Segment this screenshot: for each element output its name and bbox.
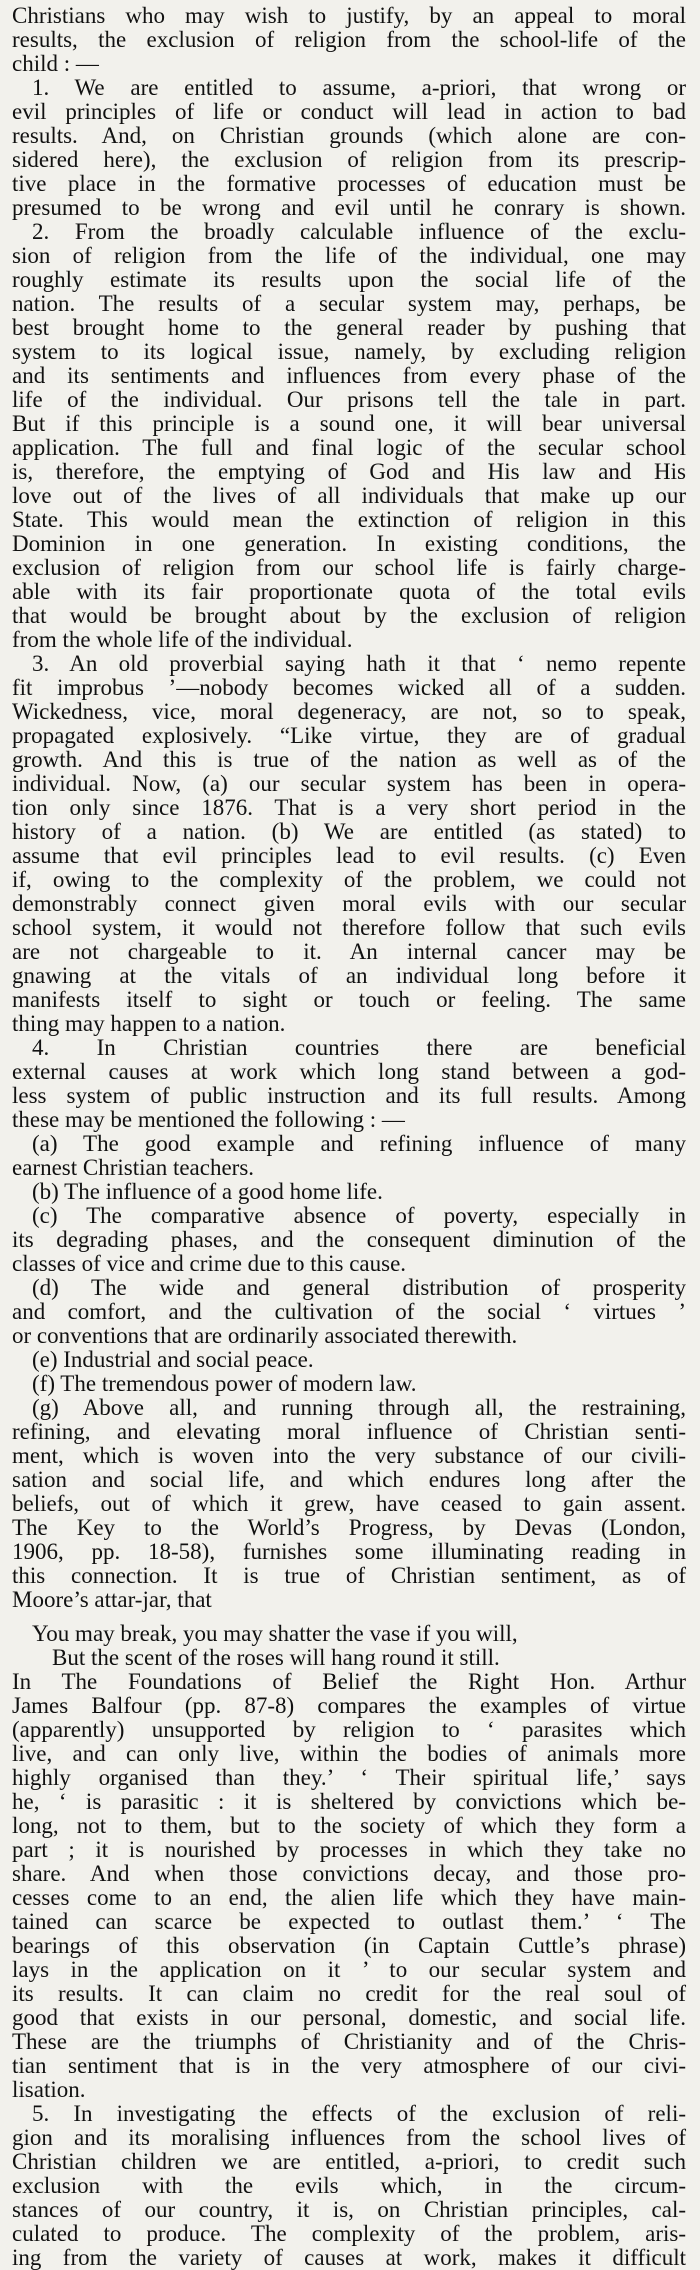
- text-line: history of a nation. (b) We are entitled (as stated) to: [12, 819, 686, 844]
- text-line: sion of religion from the life of the individual, one may: [12, 243, 686, 268]
- text-line: But if this principle is a sound one, it will bear universal: [12, 411, 686, 436]
- text-line: if, owing to the complexity of the problem, we could not: [12, 867, 686, 892]
- text-line: tion only since 1876. That is a very short period in the: [12, 795, 686, 820]
- text-line: (g) Above all, and running through all, the restraining,: [32, 1395, 686, 1420]
- text-line: 2. From the broadly calculable influence of the exclu-: [32, 219, 686, 244]
- text-line: is, therefore, the emptying of God and His law and His: [12, 459, 686, 484]
- verse-line: But the scent of the roses will hang round it still.: [52, 1645, 500, 1670]
- text-line: gion and its moralising influences from the school lives of: [12, 2125, 686, 2150]
- text-line: ment, which is woven into the very substance of our civili-: [12, 1443, 686, 1468]
- text-line: (c) The comparative absence of poverty, especially in: [32, 1203, 686, 1228]
- text-line: earnest Christian teachers.: [12, 1155, 255, 1180]
- text-line: 5. In investigating the effects of the exclusion of reli-: [32, 2101, 686, 2126]
- text-line: roughly estimate its results upon the social life of the: [12, 267, 686, 292]
- text-line: less system of public instruction and its full results. Among: [12, 1083, 686, 1108]
- text-line: These are the triumphs of Christianity and of the Chris-: [12, 2029, 686, 2054]
- text-line: application. The full and final logic of the secular school: [12, 435, 686, 460]
- verse-line: You may break, you may shatter the vase if you will,: [32, 1621, 518, 1646]
- text-line: sidered here), the exclusion of religion from its prescrip-: [12, 147, 686, 172]
- text-line: assume that evil principles lead to evil results. (c) Even: [12, 843, 686, 868]
- text-line: Christians who may wish to justify, by an appeal to moral: [12, 3, 686, 28]
- text-line: highly organised than they.’ ‘ Their spiritual life,’ says: [12, 1765, 686, 1790]
- text-line: (a) The good example and refining influence of many: [32, 1131, 686, 1156]
- text-line: 1. We are entitled to assume, a-priori, that wrong or: [32, 75, 686, 100]
- text-line: these may be mentioned the following : —: [12, 1107, 405, 1132]
- text-line: bearings of this observation (in Captain Cuttle’s phrase): [12, 1933, 686, 1958]
- text-line: 1906, pp. 18-58), furnishes some illuminating reading in: [12, 1539, 686, 1564]
- text-line: refining, and elevating moral influence of Christian senti-: [12, 1419, 686, 1444]
- text-line: In The Foundations of Belief the Right Hon. Arthur: [12, 1669, 686, 1694]
- text-line: life of the individual. Our prisons tell the tale in part.: [12, 387, 686, 412]
- text-line: gnawing at the vitals of an individual long before it: [12, 963, 686, 988]
- text-line: (b) The influence of a good home life.: [32, 1179, 383, 1204]
- text-line: good that exists in our personal, domestic, and social life.: [12, 2005, 686, 2030]
- text-line: demonstrably connect given moral evils with our secular: [12, 891, 686, 916]
- text-line: and comfort, and the cultivation of the social ‘ virtues ’: [12, 1299, 686, 1324]
- text-line: this connection. It is true of Christian sentiment, as of: [12, 1563, 686, 1588]
- text-line: beliefs, out of which it grew, have ceased to gain assent.: [12, 1491, 686, 1516]
- text-line: tive place in the formative processes of education must be: [12, 171, 686, 196]
- text-line: lisation.: [12, 2077, 86, 2102]
- text-line: The Key to the World’s Progress, by Devas (London,: [12, 1515, 686, 1540]
- text-line: its degrading phases, and the consequent diminution of the: [12, 1227, 686, 1252]
- text-line: James Balfour (pp. 87-8) compares the examples of virtue: [12, 1693, 686, 1718]
- text-line: child : —: [12, 51, 99, 76]
- text-line: system to its logical issue, namely, by excluding religion: [12, 339, 686, 364]
- text-line: (f) The tremendous power of modern law.: [32, 1371, 417, 1396]
- text-line: 4. In Christian countries there are beneficial: [32, 1035, 686, 1060]
- text-line: results, the exclusion of religion from the school-life of the: [12, 27, 686, 52]
- text-line: that would be brought about by the exclusion of religion: [12, 603, 686, 628]
- text-line: State. This would mean the extinction of religion in this: [12, 507, 686, 532]
- text-line: exclusion with the evils which, in the circum-: [12, 2173, 686, 2198]
- text-line: tained can scarce be expected to outlast them.’ ‘ The: [12, 1909, 686, 1934]
- text-line: external causes at work which long stand between a god-: [12, 1059, 686, 1084]
- text-line: nation. The results of a secular system may, perhaps, be: [12, 291, 686, 316]
- text-line: long, not to them, but to the society of which they form a: [12, 1813, 686, 1838]
- text-line: (apparently) unsupported by religion to ‘ parasites which: [12, 1717, 686, 1742]
- text-line: and its sentiments and influences from every phase of the: [12, 363, 686, 388]
- text-line: its results. It can claim no credit for the real soul of: [12, 1981, 686, 2006]
- text-line: tian sentiment that is in the very atmosphere of our civi-: [12, 2053, 686, 2078]
- text-line: 3. An old proverbial saying hath it that ‘ nemo repente: [32, 651, 686, 676]
- text-line: live, and can only live, within the bodies of animals more: [12, 1741, 686, 1766]
- text-line: culated to produce. The complexity of the problem, aris-: [12, 2221, 686, 2246]
- text-line: ing from the variety of causes at work, makes it difficult: [12, 2245, 686, 2270]
- text-line: propagated explosively. “Like virtue, they are of gradual: [12, 723, 686, 748]
- text-line: Wickedness, vice, moral degeneracy, are not, so to speak,: [12, 699, 686, 724]
- text-line: school system, it would not therefore follow that such evils: [12, 915, 686, 940]
- text-line: individual. Now, (a) our secular system has been in opera-: [12, 771, 686, 796]
- text-line: growth. And this is true of the nation as well as of the: [12, 747, 686, 772]
- text-line: Moore’s attar-jar, that: [12, 1587, 212, 1612]
- text-line: thing may happen to a nation.: [12, 1011, 286, 1036]
- text-line: Christian children we are entitled, a-priori, to credit such: [12, 2149, 686, 2174]
- text-line: part ; it is nourished by processes in which they take no: [12, 1837, 686, 1862]
- text-line: cesses come to an end, the alien life which they have main-: [12, 1885, 686, 1910]
- text-line: or conventions that are ordinarily associated therewith.: [12, 1323, 518, 1348]
- text-line: from the whole life of the individual.: [12, 627, 353, 652]
- text-line: stances of our country, it is, on Christian principles, cal-: [12, 2197, 686, 2222]
- text-line: love out of the lives of all individuals that make up our: [12, 483, 686, 508]
- text-line: best brought home to the general reader by pushing that: [12, 315, 686, 340]
- text-line: lays in the application on it ’ to our secular system and: [12, 1957, 686, 1982]
- text-line: classes of vice and crime due to this cause.: [12, 1251, 407, 1276]
- text-line: sation and social life, and which endures long after the: [12, 1467, 686, 1492]
- text-line: (d) The wide and general distribution of prosperity: [32, 1275, 686, 1300]
- text-line: manifests itself to sight or touch or feeling. The same: [12, 987, 686, 1012]
- text-line: (e) Industrial and social peace.: [32, 1347, 314, 1372]
- text-line: presumed to be wrong and evil until he conrary is shown.: [12, 195, 686, 220]
- text-line: share. And when those convictions decay, and those pro-: [12, 1861, 686, 1886]
- text-line: fit improbus ’—nobody becomes wicked all of a sudden.: [12, 675, 686, 700]
- text-line: Dominion in one generation. In existing conditions, the: [12, 531, 686, 556]
- text-line: he, ‘ is parasitic : it is sheltered by convictions which be-: [12, 1789, 686, 1814]
- text-line: results. And, on Christian grounds (which alone are con-: [12, 123, 686, 148]
- text-line: evil principles of life or conduct will lead in action to bad: [12, 99, 686, 124]
- text-line: able with its fair proportionate quota of the total evils: [12, 579, 686, 604]
- text-line: are not chargeable to it. An internal cancer may be: [12, 939, 686, 964]
- text-line: exclusion of religion from our school life is fairly charge-: [12, 555, 686, 580]
